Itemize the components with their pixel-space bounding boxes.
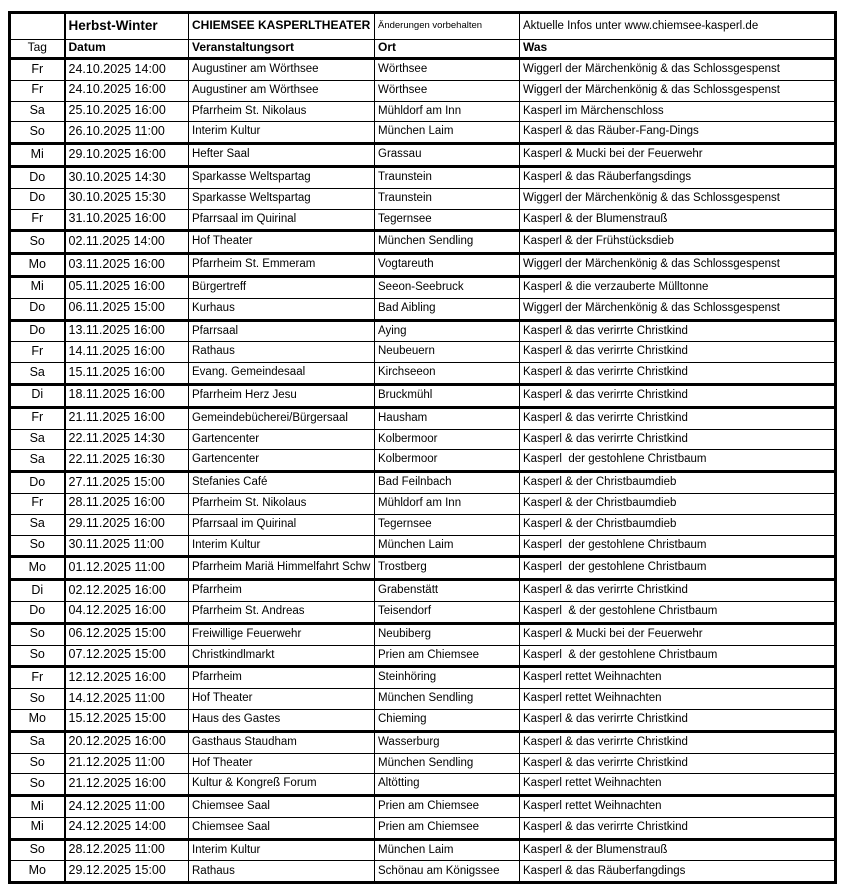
cell-veranstaltungsort: Rathaus [189,861,375,883]
column-header-ort: Ort [375,40,520,59]
cell-ort: Schönau am Königssee [375,861,520,883]
cell-veranstaltungsort: Hof Theater [189,231,375,254]
cell-veranstaltungsort: Pfarrsaal im Quirinal [189,514,375,535]
cell-datum: 29.10.2025 16:00 [65,144,189,167]
cell-tag: So [10,535,65,557]
cell-ort: Prien am Chiemsee [375,796,520,818]
cell-ort: Tegernsee [375,514,520,535]
cell-datum: 12.12.2025 16:00 [65,667,189,689]
cell-datum: 22.11.2025 14:30 [65,429,189,450]
cell-tag: Fr [10,667,65,689]
cell-datum: 30.10.2025 14:30 [65,166,189,188]
cell-tag: So [10,231,65,254]
cell-tag: Mi [10,817,65,839]
schedule-row [10,645,836,667]
cell-was: Kasperl & die verzauberte Mülltonne [520,276,836,298]
cell-datum: 29.11.2025 16:00 [65,514,189,535]
schedule-table [8,11,837,884]
cell-was: Kasperl im Märchenschloss [520,101,836,122]
cell-veranstaltungsort: Gasthaus Staudham [189,731,375,753]
cell-was: Kasperl & Mucki bei der Feuerwehr [520,144,836,167]
cell-veranstaltungsort: Chiemsee Saal [189,817,375,839]
cell-was: Kasperl & das verirrte Christkind [520,709,836,731]
cell-tag: Mi [10,276,65,298]
schedule-row [10,188,836,209]
cell-ort: Traunstein [375,188,520,209]
cell-was: Wiggerl der Märchenkönig & das Schlossgespenst [520,80,836,101]
cell-ort: Teisendorf [375,601,520,623]
cell-veranstaltungsort: Pfarrheim St. Emmeram [189,254,375,277]
cell-ort: Kirchseeon [375,363,520,385]
cell-was: Kasperl & das verirrte Christkind [520,384,836,407]
cell-was: Kasperl & der Frühstücksdieb [520,231,836,254]
cell-tag: Do [10,320,65,342]
cell-datum: 24.10.2025 16:00 [65,80,189,101]
schedule-header [10,13,836,59]
cell-was: Kasperl & das verirrte Christkind [520,580,836,602]
schedule-row [10,144,836,167]
cell-ort: Altötting [375,774,520,796]
cell-ort: Prien am Chiemsee [375,817,520,839]
cell-datum: 21.12.2025 16:00 [65,774,189,796]
cell-datum: 06.11.2025 15:00 [65,298,189,320]
cell-was: Kasperl & das Räuber-Fang-Dings [520,122,836,144]
schedule-row [10,472,836,494]
schedule-row [10,276,836,298]
cell-was: Kasperl rettet Weihnachten [520,796,836,818]
cell-veranstaltungsort: Pfarrheim Mariä Himmelfahrt Schw [189,557,375,580]
cell-was: Wiggerl der Märchenkönig & das Schlossgespenst [520,298,836,320]
cell-ort: Trostberg [375,557,520,580]
cell-ort: Prien am Chiemsee [375,645,520,667]
column-header-was: Was [520,40,836,59]
cell-was: Kasperl & das verirrte Christkind [520,817,836,839]
cell-datum: 27.11.2025 15:00 [65,472,189,494]
cell-was: Kasperl & der Blumenstrauß [520,839,836,861]
cell-veranstaltungsort: Gemeindebücherei/Bürgersaal [189,407,375,429]
cell-was: Kasperl & der Christbaumdieb [520,472,836,494]
cell-was: Kasperl & das verirrte Christkind [520,363,836,385]
cell-was: Kasperl & der Christbaumdieb [520,493,836,514]
cell-was: Kasperl & Mucki bei der Feuerwehr [520,623,836,645]
cell-tag: Fr [10,80,65,101]
schedule-row [10,342,836,363]
cell-ort: München Laim [375,535,520,557]
cell-datum: 25.10.2025 16:00 [65,101,189,122]
schedule-row [10,817,836,839]
cell-datum: 02.11.2025 14:00 [65,231,189,254]
cell-was: Kasperl & das verirrte Christkind [520,342,836,363]
cell-datum: 13.11.2025 16:00 [65,320,189,342]
cell-veranstaltungsort: Kultur & Kongreß Forum [189,774,375,796]
schedule-row [10,298,836,320]
schedule-row [10,709,836,731]
cell-veranstaltungsort: Haus des Gastes [189,709,375,731]
cell-veranstaltungsort: Interim Kultur [189,839,375,861]
cell-datum: 03.11.2025 16:00 [65,254,189,277]
cell-datum: 24.10.2025 14:00 [65,59,189,81]
schedule-row [10,59,836,81]
cell-tag: Mo [10,557,65,580]
season-title: Herbst-Winter [65,13,189,40]
cell-ort: Mühldorf am Inn [375,493,520,514]
cell-ort: Aying [375,320,520,342]
schedule-row [10,601,836,623]
cell-datum: 15.12.2025 15:00 [65,709,189,731]
cell-veranstaltungsort: Pfarrheim Herz Jesu [189,384,375,407]
cell-datum: 21.11.2025 16:00 [65,407,189,429]
cell-ort: Seeon-Seebruck [375,276,520,298]
cell-veranstaltungsort: Kurhaus [189,298,375,320]
cell-datum: 28.11.2025 16:00 [65,493,189,514]
cell-veranstaltungsort: Gartencenter [189,450,375,472]
cell-ort: München Sendling [375,689,520,710]
cell-ort: Wasserburg [375,731,520,753]
cell-was: Kasperl & das verirrte Christkind [520,407,836,429]
cell-veranstaltungsort: Stefanies Café [189,472,375,494]
cell-datum: 29.12.2025 15:00 [65,861,189,883]
schedule-row [10,384,836,407]
cell-veranstaltungsort: Freiwillige Feuerwehr [189,623,375,645]
cell-veranstaltungsort: Pfarrsaal im Quirinal [189,209,375,231]
cell-tag: Mo [10,709,65,731]
cell-tag: Sa [10,514,65,535]
schedule-row [10,80,836,101]
cell-was: Kasperl der gestohlene Christbaum [520,535,836,557]
cell-tag: So [10,689,65,710]
column-header-veranstaltungsort: Veranstaltungsort [189,40,375,59]
cell-veranstaltungsort: Chiemsee Saal [189,796,375,818]
cell-tag: Sa [10,101,65,122]
cell-datum: 14.11.2025 16:00 [65,342,189,363]
cell-ort: Bad Feilnbach [375,472,520,494]
cell-ort: Bad Aibling [375,298,520,320]
cell-veranstaltungsort: Augustiner am Wörthsee [189,59,375,81]
cell-was: Wiggerl der Märchenkönig & das Schlossgespenst [520,254,836,277]
cell-tag: Fr [10,209,65,231]
schedule-row [10,231,836,254]
cell-tag: Do [10,601,65,623]
schedule-row [10,254,836,277]
cell-tag: Mi [10,796,65,818]
cell-veranstaltungsort: Augustiner am Wörthsee [189,80,375,101]
cell-tag: Fr [10,493,65,514]
cell-ort: Kolbermoor [375,429,520,450]
cell-datum: 04.12.2025 16:00 [65,601,189,623]
cell-ort: Neubeuern [375,342,520,363]
cell-tag: Fr [10,407,65,429]
cell-tag: Do [10,166,65,188]
schedule-row [10,535,836,557]
cell-tag: Do [10,298,65,320]
cell-was: Kasperl & das Räuberfangsdings [520,166,836,188]
cell-datum: 21.12.2025 11:00 [65,753,189,774]
schedule-row [10,450,836,472]
schedule-row [10,623,836,645]
schedule-row [10,493,836,514]
cell-tag: So [10,839,65,861]
cell-veranstaltungsort: Hefter Saal [189,144,375,167]
cell-was: Kasperl der gestohlene Christbaum [520,557,836,580]
cell-veranstaltungsort: Christkindlmarkt [189,645,375,667]
cell-ort: Tegernsee [375,209,520,231]
cell-ort: München Sendling [375,231,520,254]
schedule-row [10,774,836,796]
cell-datum: 06.12.2025 15:00 [65,623,189,645]
cell-was: Kasperl rettet Weihnachten [520,774,836,796]
cell-was: Kasperl rettet Weihnachten [520,689,836,710]
cell-tag: Do [10,188,65,209]
schedule-row [10,667,836,689]
cell-tag: Di [10,580,65,602]
cell-was: Wiggerl der Märchenkönig & das Schlossgespenst [520,188,836,209]
cell-datum: 22.11.2025 16:30 [65,450,189,472]
cell-was: Kasperl rettet Weihnachten [520,667,836,689]
cell-tag: Fr [10,342,65,363]
cell-ort: München Sendling [375,753,520,774]
cell-veranstaltungsort: Pfarrheim [189,667,375,689]
cell-datum: 24.12.2025 11:00 [65,796,189,818]
cell-was: Kasperl & das verirrte Christkind [520,429,836,450]
cell-tag: Mo [10,254,65,277]
cell-ort: Traunstein [375,166,520,188]
column-header-row [10,40,836,59]
info-url-text: Aktuelle Infos unter www.chiemsee-kasperl.de [520,13,836,40]
cell-veranstaltungsort: Hof Theater [189,753,375,774]
cell-datum: 30.10.2025 15:30 [65,188,189,209]
column-header-datum: Datum [65,40,189,59]
cell-ort: Neubiberg [375,623,520,645]
cell-tag: So [10,623,65,645]
cell-ort: München Laim [375,839,520,861]
cell-veranstaltungsort: Pfarrheim St. Andreas [189,601,375,623]
cell-tag: Sa [10,429,65,450]
cell-tag: So [10,122,65,144]
cell-ort: Chieming [375,709,520,731]
cell-veranstaltungsort: Pfarrheim St. Nikolaus [189,101,375,122]
cell-tag: Sa [10,363,65,385]
schedule-body [10,59,836,883]
cell-ort: Mühldorf am Inn [375,101,520,122]
cell-veranstaltungsort: Pfarrheim St. Nikolaus [189,493,375,514]
cell-veranstaltungsort: Interim Kultur [189,535,375,557]
cell-ort: Grassau [375,144,520,167]
schedule-row [10,122,836,144]
cell-tag: Di [10,384,65,407]
schedule-row [10,689,836,710]
cell-veranstaltungsort: Gartencenter [189,429,375,450]
cell-tag: Fr [10,59,65,81]
cell-ort: Steinhöring [375,667,520,689]
cell-tag: Mi [10,144,65,167]
schedule-row [10,514,836,535]
cell-ort: Grabenstätt [375,580,520,602]
cell-datum: 18.11.2025 16:00 [65,384,189,407]
cell-ort: München Laim [375,122,520,144]
cell-veranstaltungsort: Pfarrsaal [189,320,375,342]
cell-was: Kasperl der gestohlene Christbaum [520,450,836,472]
cell-was: Kasperl & der Christbaumdieb [520,514,836,535]
cell-ort: Wörthsee [375,80,520,101]
cell-veranstaltungsort: Pfarrheim [189,580,375,602]
cell-tag: Mo [10,861,65,883]
schedule-row [10,320,836,342]
cell-tag: So [10,753,65,774]
theater-title: CHIEMSEE KASPERLTHEATER [189,13,375,40]
schedule-row [10,861,836,883]
cell-veranstaltungsort: Sparkasse Weltspartag [189,188,375,209]
schedule-row [10,363,836,385]
schedule-row [10,209,836,231]
cell-was: Wiggerl der Märchenkönig & das Schlossgespenst [520,59,836,81]
cell-datum: 15.11.2025 16:00 [65,363,189,385]
schedule-row [10,796,836,818]
cell-veranstaltungsort: Sparkasse Weltspartag [189,166,375,188]
schedule-row [10,731,836,753]
schedule-row [10,407,836,429]
cell-datum: 31.10.2025 16:00 [65,209,189,231]
cell-veranstaltungsort: Rathaus [189,342,375,363]
cell-was: Kasperl & das verirrte Christkind [520,753,836,774]
cell-was: Kasperl & das verirrte Christkind [520,731,836,753]
title-empty-cell [10,13,65,40]
schedule-row [10,580,836,602]
cell-was: Kasperl & der Blumenstrauß [520,209,836,231]
cell-datum: 28.12.2025 11:00 [65,839,189,861]
title-row [10,13,836,40]
schedule-row [10,166,836,188]
cell-datum: 07.12.2025 15:00 [65,645,189,667]
schedule-row [10,429,836,450]
cell-veranstaltungsort: Hof Theater [189,689,375,710]
cell-ort: Hausham [375,407,520,429]
changes-notice: Änderungen vorbehalten [375,13,520,40]
cell-ort: Vogtareuth [375,254,520,277]
cell-veranstaltungsort: Evang. Gemeindesaal [189,363,375,385]
cell-datum: 14.12.2025 11:00 [65,689,189,710]
cell-tag: Do [10,472,65,494]
schedule-row [10,557,836,580]
schedule-row [10,839,836,861]
cell-was: Kasperl & der gestohlene Christbaum [520,645,836,667]
cell-veranstaltungsort: Bürgertreff [189,276,375,298]
cell-datum: 05.11.2025 16:00 [65,276,189,298]
cell-datum: 02.12.2025 16:00 [65,580,189,602]
cell-veranstaltungsort: Interim Kultur [189,122,375,144]
cell-tag: So [10,645,65,667]
cell-tag: So [10,774,65,796]
cell-was: Kasperl & der gestohlene Christbaum [520,601,836,623]
schedule-row [10,101,836,122]
cell-datum: 30.11.2025 11:00 [65,535,189,557]
column-header-tag: Tag [10,40,65,59]
cell-was: Kasperl & das verirrte Christkind [520,320,836,342]
cell-datum: 24.12.2025 14:00 [65,817,189,839]
cell-datum: 26.10.2025 11:00 [65,122,189,144]
cell-datum: 01.12.2025 11:00 [65,557,189,580]
cell-ort: Kolbermoor [375,450,520,472]
cell-datum: 20.12.2025 16:00 [65,731,189,753]
cell-tag: Sa [10,731,65,753]
cell-ort: Wörthsee [375,59,520,81]
cell-tag: Sa [10,450,65,472]
cell-ort: Bruckmühl [375,384,520,407]
cell-was: Kasperl & das Räuberfangdings [520,861,836,883]
